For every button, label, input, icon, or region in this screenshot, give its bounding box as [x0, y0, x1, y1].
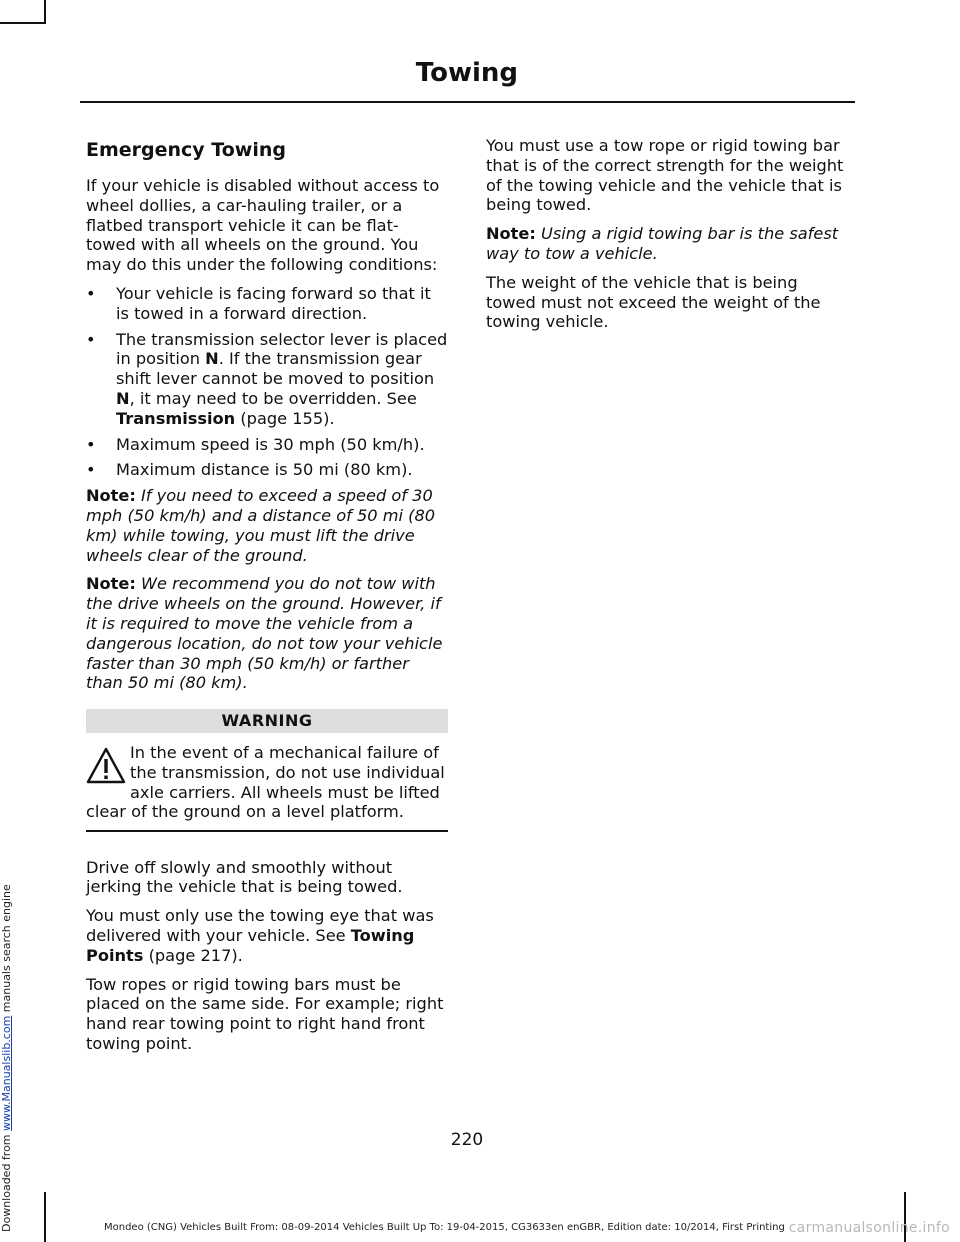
conditions-list	[86, 284, 448, 480]
header-rule	[80, 101, 855, 103]
left-column	[86, 136, 448, 1063]
warning-text: In the event of a mechanical failure of the transmission, do not use individual axle carriers. All wheels must be lifted clear of the ground on a level platform.	[86, 742, 445, 822]
download-notice: Downloaded from www.Manualslib.com manuals search engine	[0, 884, 13, 1232]
section-heading: Emergency Towing	[86, 139, 286, 161]
body-paragraph: Drive off slowly and smoothly without jerking the vehicle that is being towed.	[86, 857, 403, 897]
body-paragraph: The weight of the vehicle that is being towed must not exceed the weight of the towing vehicle.	[486, 272, 821, 332]
crop-mark	[0, 22, 46, 24]
crop-mark	[44, 0, 46, 24]
footer-text: Mondeo (CNG) Vehicles Built From: 08-09-2014 Vehicles Built Up To: 19-04-2015, CG3633en enGBR, Edition date: 10/2014, First Printing	[104, 1222, 785, 1233]
list-item: • Your vehicle is facing forward so that it is towed in a forward direction.	[86, 284, 448, 324]
watermark: carmanualsonline.info	[788, 1220, 950, 1236]
manualslib-link[interactable]: www.Manualslib.com	[0, 1015, 13, 1131]
right-column	[486, 136, 848, 341]
warning-header: WARNING	[86, 709, 448, 733]
list-item: • The transmission selector lever is placed in position N. If the transmission gear shift lever cannot be moved to position N, it may need to be overridden. See Transmission (page 155).	[86, 330, 448, 429]
note-paragraph: Note: If you need to exceed a speed of 30 mph (50 km/h) and a distance of 50 mi (80 km) while towing, you must lift the drive wheels clear of the ground.	[86, 486, 436, 565]
warning-triangle-icon	[86, 746, 130, 786]
crop-mark	[44, 1192, 46, 1242]
intro-paragraph: If your vehicle is disabled without access to wheel dollies, a car-hauling trailer, or a flatbed transport vehicle it can be flat-towed with all wheels on the ground. You may do this under the following conditions:	[86, 176, 440, 275]
body-paragraph: You must only use the towing eye that was delivered with your vehicle. See Towing Points (page 217).	[86, 906, 434, 965]
page-number: 220	[450, 1130, 484, 1150]
transmission-link[interactable]: Transmission	[116, 408, 236, 428]
list-item: • Maximum distance is 50 mi (80 km).	[86, 460, 448, 480]
page-title: Towing	[415, 58, 518, 88]
towing-points-link[interactable]: Towing Points	[86, 926, 415, 965]
warning-rule	[86, 830, 448, 832]
note-paragraph: Note: Using a rigid towing bar is the safest way to tow a vehicle.	[486, 224, 839, 263]
warning-box	[86, 743, 448, 822]
body-paragraph: You must use a tow rope or rigid towing bar that is of the correct strength for the weight of the towing vehicle and the vehicle that is being towed.	[486, 136, 844, 215]
note-paragraph: Note: We recommend you do not tow with the drive wheels on the ground. However, if it is required to move the vehicle from a dangerous location, do not tow your vehicle faster than 30 mph (50 km/h) or farther than 50 mi (80 km).	[86, 574, 443, 693]
list-item: • Maximum speed is 30 mph (50 km/h).	[86, 435, 448, 455]
body-paragraph: Tow ropes or rigid towing bars must be placed on the same side. For example; right hand rear towing point to right hand front towing point.	[86, 974, 444, 1053]
